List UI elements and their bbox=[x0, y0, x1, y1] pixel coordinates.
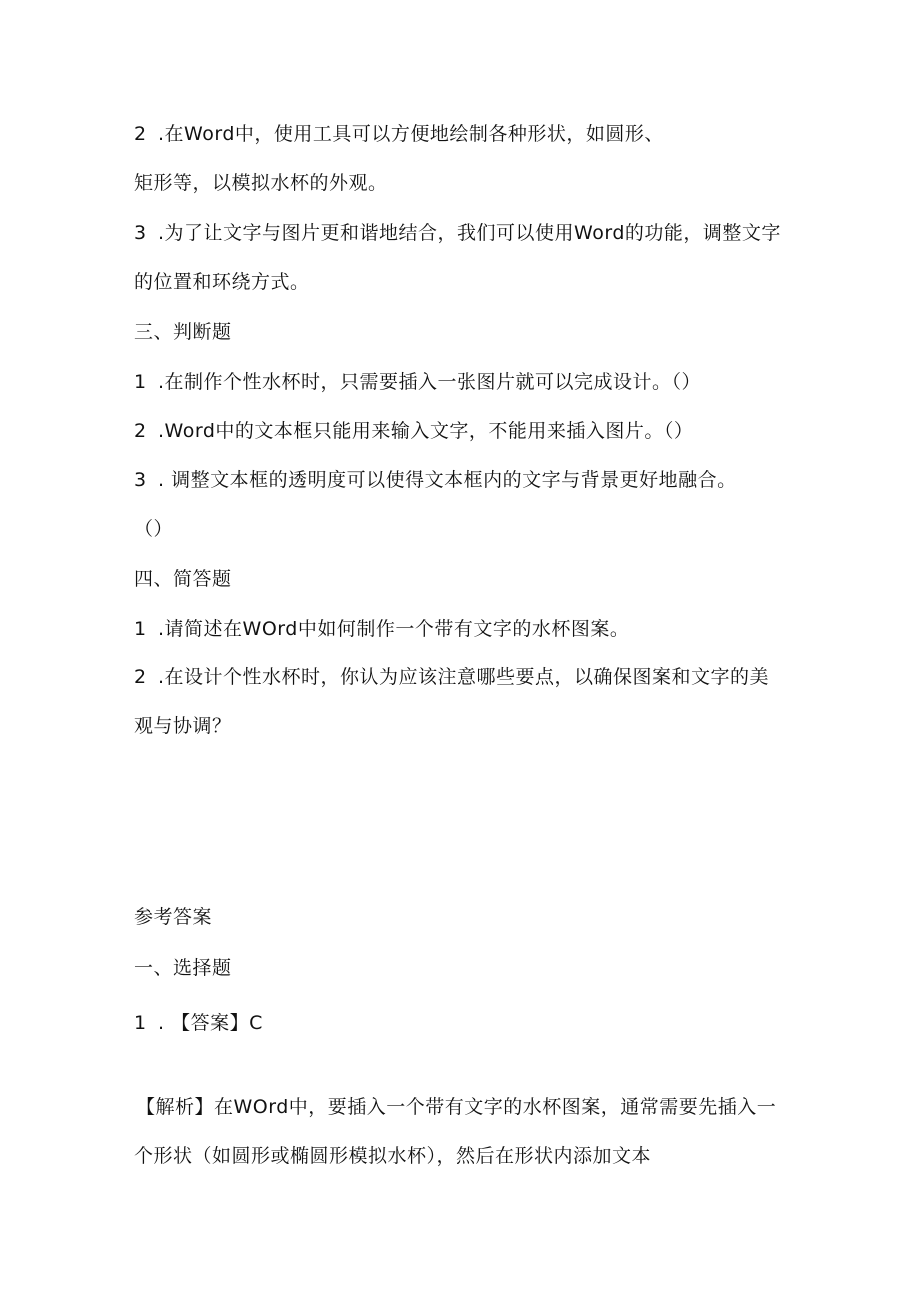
section-heading-true-false: 三、判断题 bbox=[134, 321, 232, 343]
question-text: .Word中的文本框只能用来输入文字，不能用来插入图片。（） bbox=[158, 420, 694, 442]
fill-in-question-3-line-2: 的位置和环绕方式。 bbox=[134, 271, 310, 293]
question-text: .在制作个性水杯时，只需要插入一张图片就可以完成设计。（） bbox=[158, 371, 702, 393]
question-number: 3 bbox=[134, 469, 147, 491]
short-answer-question-2-line-1 bbox=[134, 664, 769, 690]
short-answer-question-1 bbox=[134, 616, 629, 642]
true-false-question-3-line-1 bbox=[134, 467, 737, 493]
fill-in-question-2-line-1 bbox=[134, 121, 664, 147]
question-number: 2 bbox=[134, 666, 147, 688]
analysis-line-2: 个形状（如圆形或椭圆形模拟水杯），然后在形状内添加文本 bbox=[134, 1145, 652, 1167]
question-number: 2 bbox=[134, 123, 147, 145]
short-answer-question-2-line-2: 观与协调？ bbox=[134, 715, 232, 737]
section-heading-short-answer: 四、简答题 bbox=[134, 568, 232, 590]
question-text: .在设计个性水杯时，你认为应该注意哪些要点，以确保图案和文字的美 bbox=[158, 666, 770, 688]
question-number: 2 bbox=[134, 420, 147, 442]
question-number: 1 bbox=[134, 371, 147, 393]
answers-heading: 参考答案 bbox=[134, 906, 213, 928]
question-number: 3 bbox=[134, 222, 147, 244]
true-false-question-2 bbox=[134, 418, 693, 444]
question-text: .在Word中，使用工具可以方便地绘制各种形状，如圆形、 bbox=[158, 123, 664, 145]
analysis-line-1: 【解析】在WOrd中，要插入一个带有文字的水杯图案，通常需要先插入一 bbox=[136, 1096, 777, 1118]
question-text: .为了让文字与图片更和谐地结合，我们可以使用Word的功能，调整文字 bbox=[158, 222, 781, 244]
answer-number: 1 bbox=[134, 1012, 147, 1034]
answer-text: . 【答案】C bbox=[158, 1012, 263, 1034]
answer-1 bbox=[134, 1010, 263, 1036]
fill-in-question-2-line-2: 矩形等，以模拟水杯的外观。 bbox=[134, 172, 388, 194]
fill-in-question-3-line-1 bbox=[134, 220, 781, 246]
answers-section-multiple-choice: 一、选择题 bbox=[134, 957, 232, 979]
true-false-question-3-line-2: （） bbox=[134, 518, 174, 540]
question-number: 1 bbox=[134, 618, 147, 640]
question-text: .请简述在WOrd中如何制作一个带有文字的水杯图案。 bbox=[158, 618, 630, 640]
question-text: . 调整文本框的透明度可以使得文本框内的文字与背景更好地融合。 bbox=[158, 469, 737, 491]
true-false-question-1 bbox=[134, 369, 701, 395]
